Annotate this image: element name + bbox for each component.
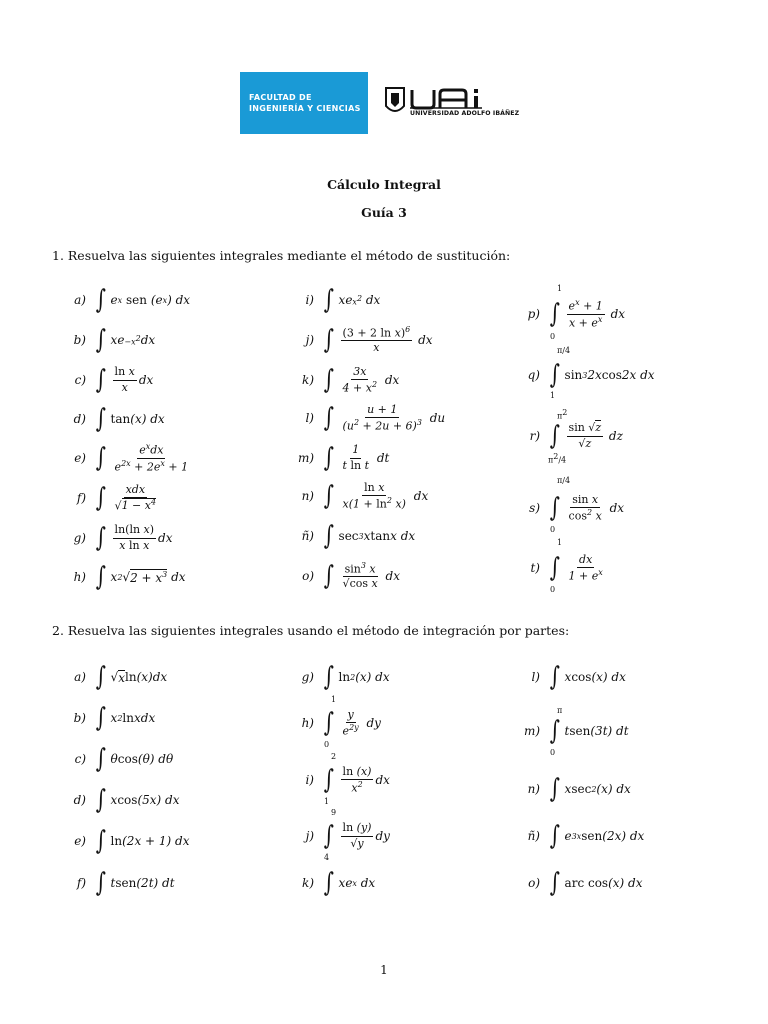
exercise-1p: p) 1 0 ∫ $\frac{e^x + 1}{x + e^x}$ dx xyxy=(527,284,626,341)
exercise-1t: t) 1 0 ∫ $\frac{dx}{1 + e^x}$ xyxy=(530,538,603,594)
exercise-2c: c) ∫ θ cos (θ) dθ xyxy=(74,744,174,774)
exercise-2n: n) ∫ x sec 2 (x) dx xyxy=(527,774,631,804)
exercise-label: h) xyxy=(73,570,86,584)
exercise-label: q) xyxy=(527,368,540,382)
exercise-1o: o) ∫ $\frac{\sin^3 x}{\text{√cos x}}$ dx xyxy=(302,560,400,591)
exercise-2a: a) ∫ √ x ln (x)dx xyxy=(74,662,168,692)
exercise-label: d) xyxy=(73,412,86,426)
exercise-label: i) xyxy=(305,293,314,307)
exercise-1r: r) $\pi^2$ $\pi^2/4$ ∫ $\frac{\sin √z}{√z}$ dz xyxy=(529,408,623,465)
exercise-1q: q) π/4 1 ∫ sin 3 2x cos 2x dx xyxy=(527,346,655,400)
exercise-2j: j) 9 4 ∫ $\frac{\ln (y)}{√y}$ dy xyxy=(305,808,390,862)
document-subtitle: Guía 3 xyxy=(361,205,407,220)
exercise-label: c) xyxy=(74,373,86,387)
exercise-label: e) xyxy=(74,834,86,848)
exercise-label: s) xyxy=(529,501,540,515)
exercise-label: i) xyxy=(305,773,314,787)
page-number: 1 xyxy=(380,963,388,977)
exercise-1b: b) ∫ xe $-x^2$ dx xyxy=(73,325,156,355)
exercise-1l: l) ∫ $\frac{u + 1}{(u^2 + 2u + 6)^3}$ du xyxy=(305,402,446,433)
exercise-2b: b) ∫ x 2 ln xdx xyxy=(73,703,156,733)
exercise-label: b) xyxy=(73,333,86,347)
faculty-line-2: INGENIERÍA Y CIENCIAS xyxy=(249,104,361,113)
exercise-label: e) xyxy=(74,451,86,465)
exercise-label: m) xyxy=(523,724,540,738)
exercise-label: n) xyxy=(527,782,540,796)
uai-logo-icon xyxy=(382,86,522,126)
university-name: UNIVERSIDAD ADOLFO IBÁÑEZ xyxy=(410,110,520,117)
exercise-1k: k) ∫ $\frac{3x}{4 + x^2}$ dx xyxy=(302,364,400,395)
exercise-label: n) xyxy=(301,489,314,503)
exercise-2l: l) ∫ x cos (x) dx xyxy=(531,662,626,692)
exercise-label: o) xyxy=(302,569,314,583)
exercise-1s: s) π/4 0 ∫ $\frac{\text{sin x}}{\cos^2 x}$ dx xyxy=(529,476,625,534)
exercise-label: d) xyxy=(73,793,86,807)
exercise-2k: k) ∫ xe x dx xyxy=(302,868,376,898)
exercise-label: k) xyxy=(302,876,314,890)
exercise-label: l) xyxy=(531,670,540,684)
document-title: Cálculo Integral xyxy=(327,177,441,192)
exercise-1h: h) ∫ x 2 √ $2 + x^3$ dx xyxy=(73,562,186,592)
section-2-heading: 2. Resuelva las siguientes integrales usando el método de integración por partes: xyxy=(52,623,570,638)
exercise-label: g) xyxy=(73,531,86,545)
exercise-2h: h) 1 0 ∫ $\frac{y}{e^{2y}}$ dy xyxy=(301,695,381,749)
exercise-2f: f) ∫ t sen (2t) dt xyxy=(76,868,175,898)
exercise-2d: d) ∫ x cos (5x) dx xyxy=(73,785,180,815)
exercise-label: k) xyxy=(302,373,314,387)
exercise-2m: m) π 0 ∫ t sen (3t) dt xyxy=(523,706,629,757)
exercise-label: ñ) xyxy=(527,829,540,843)
exercise-label: f) xyxy=(76,491,86,505)
exercise-2e: e) ∫ ln (2x + 1) dx xyxy=(74,826,190,856)
exercise-label: p) xyxy=(527,307,540,321)
exercise-1i: i) ∫ xe $x^2$ dx xyxy=(305,285,381,315)
exercise-1c: c) ∫ $\frac{\text{ln x}}{x}$ dx xyxy=(74,365,154,395)
exercise-label: o) xyxy=(528,876,540,890)
section-1-heading: 1. Resuelva las siguientes integrales mediante el método de sustitución: xyxy=(52,248,511,263)
exercise-2o: o) ∫ arc cos (x) dx xyxy=(528,868,643,898)
exercise-label: t) xyxy=(530,561,540,575)
exercise-label: g) xyxy=(301,670,314,684)
exercise-1j: j) ∫ $\frac{(3 + 2 \ln x)^6}{x}$ dx xyxy=(305,324,433,355)
exercise-label: l) xyxy=(305,411,314,425)
exercise-label: j) xyxy=(305,829,314,843)
exercise-label: a) xyxy=(74,293,86,307)
exercise-1d: d) ∫ tan (x) dx xyxy=(73,404,165,434)
exercise-label: m) xyxy=(297,451,314,465)
faculty-logo xyxy=(240,72,368,134)
exercise-1g: g) ∫ $\frac{\text{ln(ln x)}}{\text{x ln x}}$ dx xyxy=(73,523,173,553)
exercise-label: r) xyxy=(529,429,540,443)
exercise-2g: g) ∫ ln 2 (x) dx xyxy=(301,662,390,692)
exercise-label: j) xyxy=(305,333,314,347)
exercise-1a: a) ∫ e x sen (e x ) dx xyxy=(74,285,191,315)
exercise-2i: i) 2 1 ∫ $\frac{\ln (x)}{x^2}$ dx xyxy=(305,752,390,806)
exercise-2enye: ñ) ∫ e 3x sen (2x) dx xyxy=(527,821,645,851)
exercise-1f: f) ∫ $\frac{\text{xdx}}{√1 - x^4}$ xyxy=(76,482,157,513)
exercise-1m: m) ∫ $\frac{1}{\text{t ln t}}$ dt xyxy=(297,443,390,473)
faculty-line-1: FACULTAD DE xyxy=(249,93,312,102)
exercise-1enye: ñ) ∫ sec 3 x tan x dx xyxy=(301,521,416,551)
exercise-1e: e) ∫ $\frac{e^xdx}{e^{2x} + 2e^x + 1}$ xyxy=(74,441,189,474)
exercise-1n: n) ∫ $\frac{\text{ln x}}{x(1 + \ln^2 x)}$ dx xyxy=(301,480,429,511)
exercise-label: a) xyxy=(74,670,86,684)
exercise-label: c) xyxy=(74,752,86,766)
exercise-label: h) xyxy=(301,716,314,730)
exercise-label: ñ) xyxy=(301,529,314,543)
exercise-label: b) xyxy=(73,711,86,725)
exercise-label: f) xyxy=(76,876,86,890)
